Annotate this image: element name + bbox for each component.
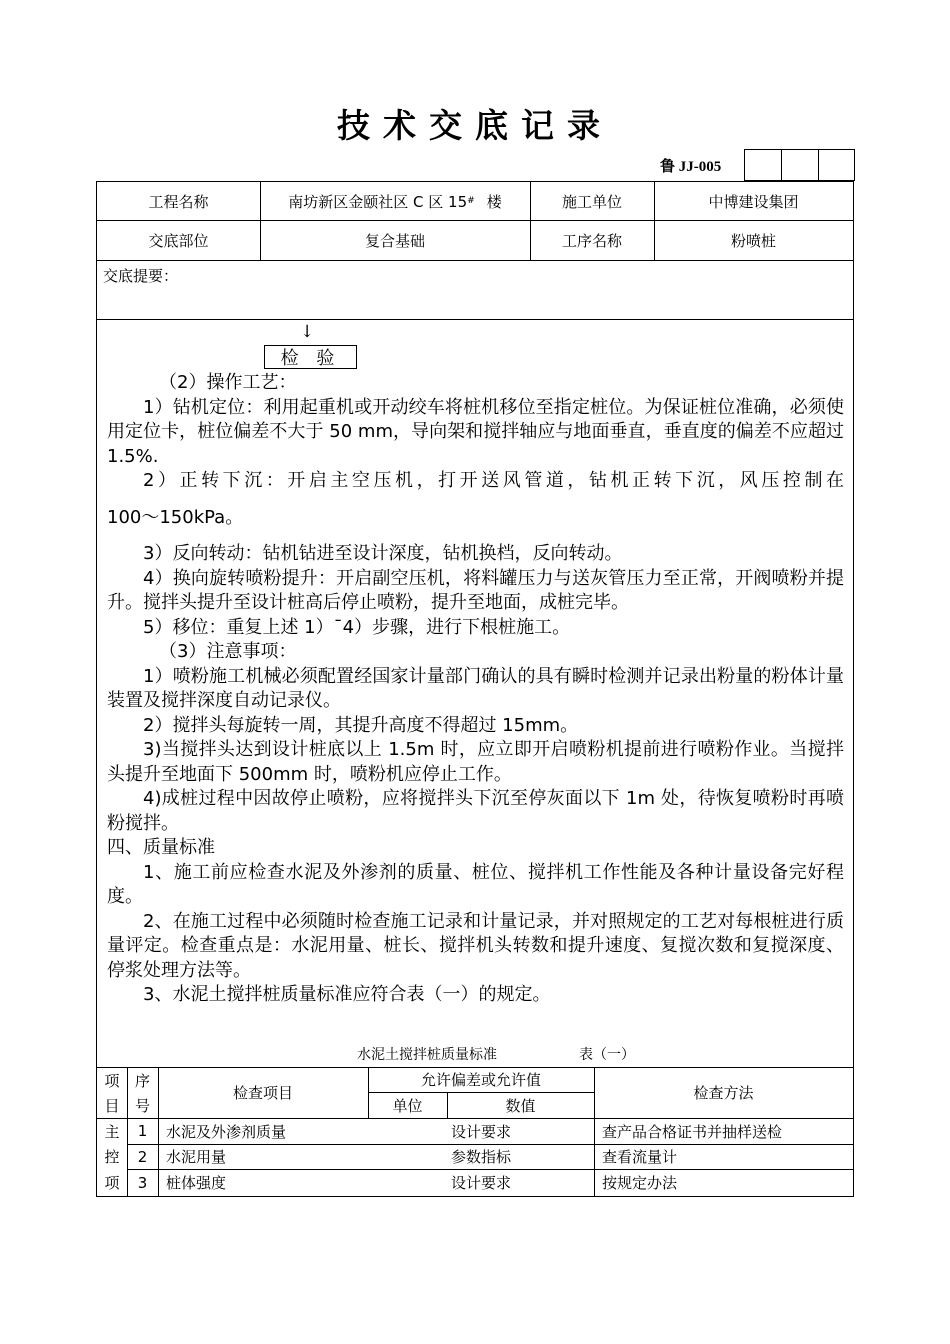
paragraph: 3）反向转动：钻机钻进至设计深度，钻机换档，反向转动。 [143, 543, 623, 564]
row-seq: 2 [137, 1147, 148, 1166]
paragraph: 2）搅拌头每旋转一周，其提升高度不得超过 15mm。 [143, 714, 579, 736]
paragraph: 4)成桩过程中因故停止喷粉，应将搅拌头下沉至停灰面以下 1m 处，待恢复喷粉时再喷粉搅拌。 [107, 788, 844, 834]
row-item: 水泥用量 [166, 1148, 227, 1166]
doc-code: 鲁 JJ-005 [660, 158, 722, 175]
group-label-char: 主 [104, 1122, 120, 1141]
row-method: 查产品合格证书并抽样送检 [602, 1122, 783, 1141]
col-check-item: 检查项目 [232, 1084, 293, 1102]
record-form [96, 181, 854, 1197]
page-title: 技术交底记录 [337, 106, 613, 145]
row-value: 参数指标 [450, 1148, 511, 1166]
project-name-label: 工程名称 [148, 192, 209, 211]
paragraph: 4）换向旋转喷粉提升：开启副空压机，将料罐压力与送灰管压力至正常，开阀喷粉并提升。搅拌头提升至设计桩高后停止喷粉，提升至地面，成桩完毕。 [107, 567, 844, 613]
paragraph: 1）钻机定位：利用起重机或开动绞车将桩机移位至指定桩位。为保证桩位准确，必须使用定位卡，桩位偏差不大于 50 mm，导向架和搅拌轴应与地面垂直，垂直度的偏差不应超过 1.5%. [107, 396, 844, 467]
process-label: 工序名称 [561, 231, 622, 250]
part-value: 复合基础 [364, 231, 425, 250]
group-label-char: 控 [104, 1148, 120, 1166]
unit-label: 施工单位 [561, 192, 622, 211]
row-method: 查看流量计 [602, 1148, 678, 1166]
col-item-top: 项 [104, 1071, 120, 1090]
row-item: 桩体强度 [166, 1174, 227, 1192]
divider [97, 319, 853, 320]
code-box [781, 149, 818, 181]
col-item-bottom: 目 [104, 1096, 120, 1115]
paragraph: 2）正转下沉：开启主空压机，打开送风管道，钻机正转下沉，风压控制在 [143, 470, 844, 491]
col-seq-top: 序 [134, 1071, 150, 1090]
col-method: 检查方法 [693, 1084, 754, 1102]
section-heading: （2）操作工艺： [159, 372, 297, 393]
group-label-char: 项 [104, 1174, 120, 1192]
unit-value: 中博建设集团 [708, 192, 799, 211]
col-tolerance: 允许偏差或允许值 [420, 1071, 541, 1089]
paragraph: 1、施工前应检查水泥及外渗剂的质量、桩位、搅拌机工作性能及各种计量设备完好程度。 [107, 861, 844, 907]
summary-label: 交底提要： [103, 266, 179, 285]
paragraph: 3、水泥土搅拌桩质量标准应符合表（一）的规定。 [143, 984, 551, 1005]
doc-code-row [660, 149, 855, 181]
table-caption-number: 表（一） [579, 1047, 635, 1063]
paragraph: 1）喷粉施工机械必须配置经国家计量部门确认的具有瞬时检测并记录出粉量的粉体计量装置及搅拌深度自动记录仪。 [107, 665, 844, 711]
table-caption: 水泥土搅拌桩质量标准 [357, 1047, 497, 1063]
paragraph: 100～150kPa。 [107, 506, 244, 528]
col-value: 数值 [505, 1096, 536, 1115]
code-box [818, 149, 855, 181]
paragraph: 2、在施工过程中必须随时检查施工记录和计量记录，并对照规定的工艺对每根桩进行质量评定。检查重点是：水泥用量、桩长、搅拌机头转数和提升速度、复搅次数和复搅深度、停浆处理方法等。 [107, 910, 844, 981]
col-seq-bottom: 号 [134, 1096, 150, 1115]
row-value: 设计要求 [450, 1174, 511, 1192]
row-method: 按规定办法 [602, 1174, 678, 1192]
paragraph: 5）移位：重复上述 1）¯4）步骤，进行下根桩施工。 [143, 616, 571, 638]
row-seq: 1 [137, 1122, 148, 1140]
project-name-text: 南坊新区金颐社区 C 区 15 [288, 192, 468, 211]
row-seq: 3 [137, 1173, 148, 1192]
row-item: 水泥及外渗剂质量 [166, 1122, 287, 1141]
project-name-value [260, 182, 530, 220]
paragraph: 3)当搅拌头达到设计桩底以上 1.5m 时，应立即开启喷粉机提前进行喷粉作业。当搅拌头提升至地面下 500mm 时，喷粉机应停止工作。 [107, 739, 844, 785]
content-body [107, 371, 844, 1008]
flow-box-inspect: 检 验 [264, 345, 357, 369]
section-heading: 四、质量标准 [107, 837, 215, 858]
row-value: 设计要求 [450, 1122, 511, 1141]
project-name-sup: # [467, 196, 475, 206]
process-value: 粉喷桩 [730, 231, 776, 250]
flow-arrow: ↓ [300, 322, 315, 342]
col-unit: 单位 [392, 1096, 423, 1115]
project-name-suffix: 楼 [486, 192, 502, 211]
section-heading: （3）注意事项： [159, 641, 297, 662]
code-box [744, 149, 781, 181]
part-label: 交底部位 [148, 231, 209, 250]
